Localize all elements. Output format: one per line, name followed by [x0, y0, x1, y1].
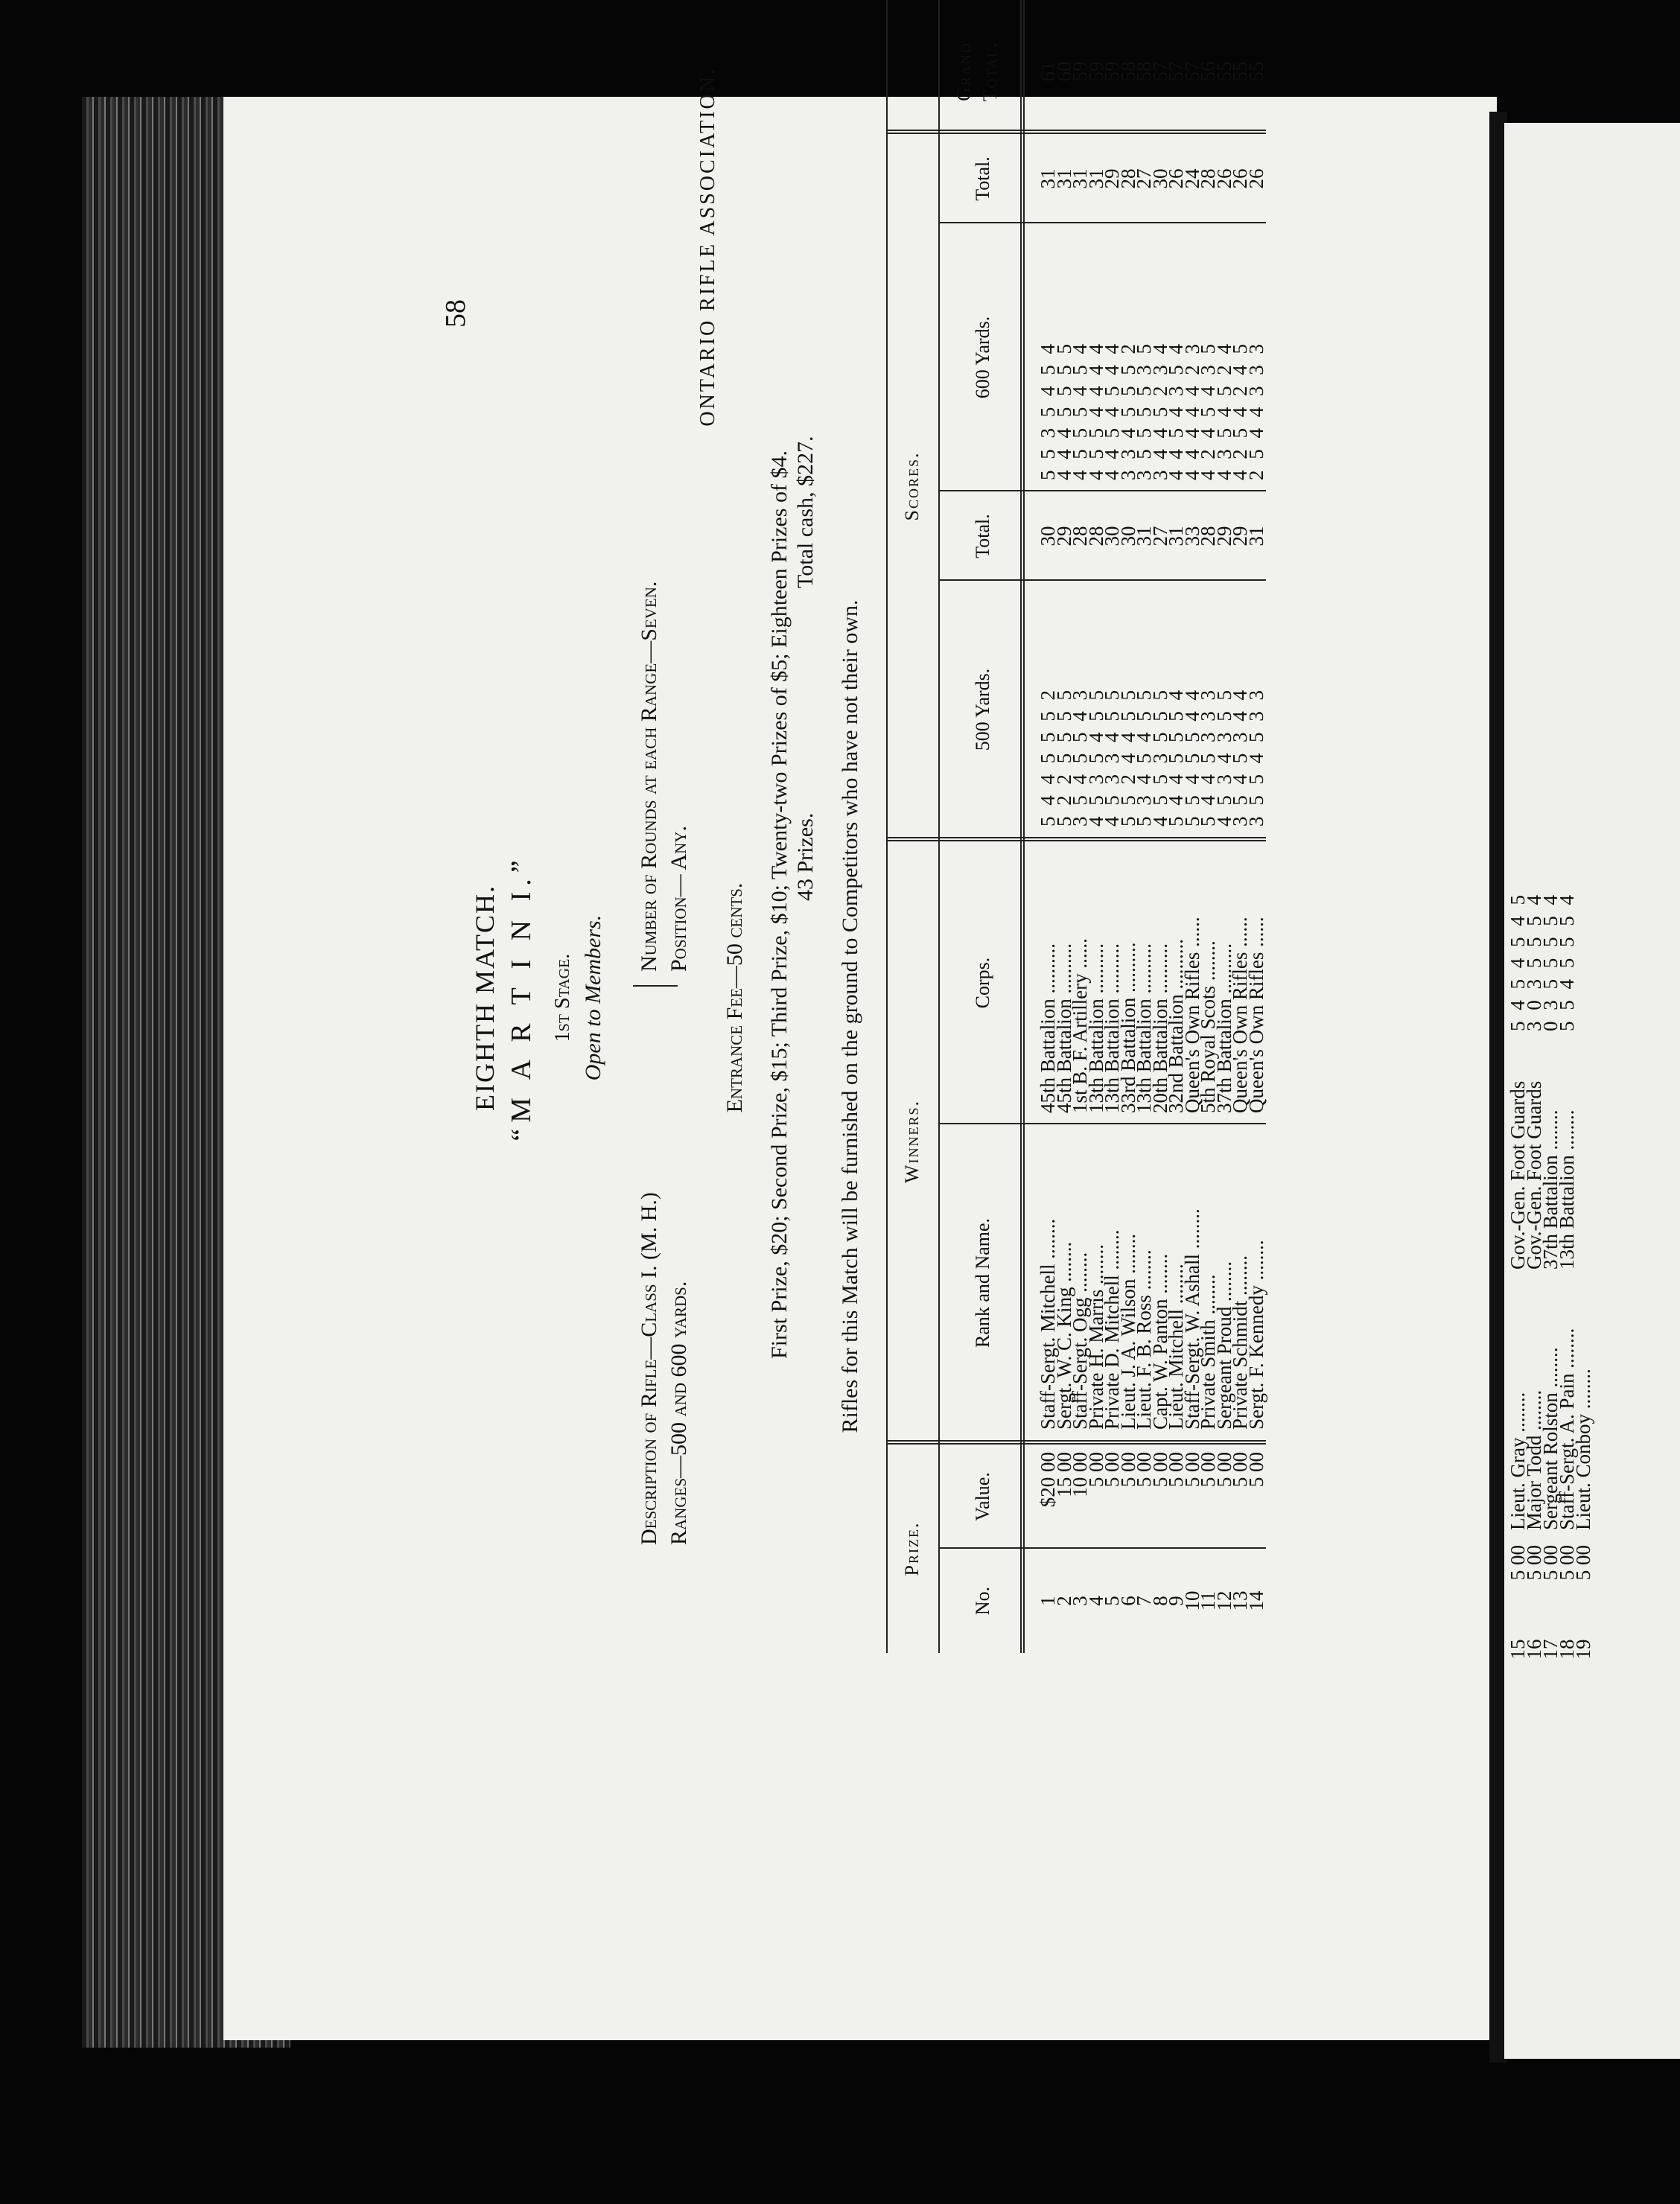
match-subtitle: “M A R T I N I.”: [506, 854, 537, 1141]
cell-grand: 57: [1180, 61, 1203, 82]
cell-t500: 31: [1133, 526, 1155, 547]
cell-value: 5 00: [1165, 1452, 1187, 1488]
cell-no: 5: [1101, 1596, 1123, 1606]
position-text: Position— Any.: [666, 825, 691, 972]
cell-corps: 13th Battalion ..........: [1101, 943, 1123, 1113]
cell-name: Lieut. F. B. Ross ........: [1133, 1249, 1155, 1430]
cell-s500: 4 5 3 5 4 5 5: [1084, 687, 1107, 827]
cell-s600: 4 4 4 4 4 2 3: [1180, 341, 1203, 480]
cell-no: 9: [1165, 1596, 1187, 1606]
cell-corps: 13th Battalion ..........: [1133, 943, 1155, 1113]
cell-corps: 45th Battalion ..........: [1037, 943, 1059, 1113]
cell-name: Sergt. F. Kennedy ........: [1244, 1240, 1267, 1430]
cell-name: Lieut. Gray ........: [1506, 1392, 1529, 1530]
cell-s500: 5 4 4 5 3 3 3: [1197, 687, 1219, 827]
cell-s600: 4 2 5 4 2 4 5: [1229, 341, 1251, 480]
cell-grand: 59: [1084, 61, 1107, 82]
cell-grand: 55: [1212, 61, 1235, 82]
cell-name: Private Schmidt ........: [1229, 1255, 1251, 1430]
cell-grand: 55: [1229, 61, 1251, 82]
rifles-note: Rifles for this Match will be furnished on the ground to Competitors who have not their own.: [838, 599, 862, 1433]
book-page-59-partial: [1504, 123, 1680, 2059]
cell-corps: Gov.-Gen. Foot Guards: [1506, 1080, 1529, 1270]
cell-t600: 26: [1212, 168, 1235, 189]
cell-s500: 4 5 3 4 3 5 5: [1212, 687, 1235, 827]
cell-grand: 58: [1116, 61, 1139, 82]
cell-corps: 32nd Battalion ..........: [1165, 939, 1187, 1113]
cell-s600: 5 5 3 5 4 5 4: [1037, 341, 1059, 480]
cell-no: 10: [1180, 1590, 1203, 1611]
cell-corps: 45th Battalion ..........: [1052, 943, 1075, 1113]
cell-t600: 31: [1069, 168, 1091, 189]
rounds-text: Number of Rounds at each Range—Seven.: [637, 581, 661, 972]
cell-t600: 26: [1165, 168, 1187, 189]
cell-s500: 4 5 5 3 5 5 5: [1148, 687, 1171, 827]
prizes-count: 43 Prizes.: [793, 812, 818, 901]
cell-t600: 24: [1180, 168, 1203, 189]
cell-s500: 5 4 5 4 5 4 5: [1506, 892, 1529, 1031]
cell-corps: 1st B. F. Artillery ......: [1069, 938, 1091, 1113]
cell-s600: 3 4 4 5 2 3 4: [1148, 341, 1171, 480]
cell-grand: 57: [1148, 61, 1171, 82]
cell-s500: 3 5 5 4 5 3 3: [1244, 687, 1267, 827]
cell-corps: 20th Battalion ..........: [1148, 943, 1171, 1113]
cell-s500: 5 3 4 5 4 5 5: [1133, 687, 1155, 827]
cell-t600: 30: [1148, 168, 1171, 189]
cell-s600: 4 4 5 4 5 4 4: [1101, 341, 1123, 480]
cell-no: 1: [1037, 1596, 1059, 1606]
cell-no: 4: [1084, 1596, 1107, 1606]
cell-no: 3: [1069, 1596, 1091, 1606]
cell-s600: 3 3 4 5 5 5 2: [1116, 341, 1139, 480]
yards-600-header: 600 Yards.: [972, 316, 993, 399]
cell-value: 5 00: [1506, 1545, 1529, 1581]
cell-t500: 30: [1116, 526, 1139, 547]
cell-s500: 3 0 3 5 5 5 4: [1523, 892, 1545, 1031]
table-top-rule: [886, 0, 888, 1653]
cell-name: Staff-Sergt. Mitchell ........: [1037, 1218, 1059, 1430]
cell-s500: 3 5 4 5 5 4 3: [1069, 687, 1091, 827]
cell-no: 14: [1244, 1590, 1267, 1611]
rotated-page-content: [305, 0, 1482, 1668]
winners-header: Winners.: [901, 1099, 923, 1184]
cell-name: Sergt. W. C. King ........: [1052, 1241, 1075, 1430]
cell-value: 5 00: [1556, 1545, 1578, 1581]
table-row: [1574, 629, 1592, 1672]
cell-grand: 55: [1244, 61, 1267, 82]
cell-t500: 31: [1244, 526, 1267, 547]
cell-no: 17: [1539, 1639, 1562, 1660]
desc-divider: [633, 985, 678, 987]
cell-name: Sergeant Proud ........: [1212, 1261, 1235, 1430]
scores-header: Scores.: [901, 451, 923, 521]
cell-s600: 4 4 5 4 3 5 4: [1165, 341, 1187, 480]
cell-value: 5 00: [1133, 1452, 1155, 1488]
cell-corps: Queen's Own Rifles ......: [1229, 917, 1251, 1113]
cell-value: 5 00: [1084, 1452, 1107, 1488]
cell-grand: 58: [1133, 61, 1155, 82]
cell-name: Staff-Sergt. A. Pain ........: [1556, 1328, 1578, 1530]
table-header-rule-3: [1023, 0, 1025, 1653]
grand-total-header-line1: Grand: [953, 42, 975, 101]
cell-name: Capt. W. Panton ........: [1148, 1253, 1171, 1430]
cell-value: 5 00: [1229, 1452, 1251, 1488]
cell-value: 5 00: [1197, 1452, 1219, 1488]
ranges-text: Ranges—500 and 600 yards.: [666, 1281, 691, 1545]
cell-t500: 28: [1084, 526, 1107, 547]
cell-s600: 4 2 4 5 4 3 5: [1197, 341, 1219, 480]
cell-no: 12: [1212, 1590, 1235, 1611]
match-title: EIGHTH MATCH.: [470, 885, 500, 1111]
total-cash: Total cash, $227.: [793, 436, 818, 588]
cell-no: 6: [1116, 1596, 1139, 1606]
cell-corps: Queen's Own Rifles ......: [1244, 917, 1267, 1113]
open-to-label: Open to Members.: [581, 914, 605, 1081]
cell-name: Lieut. Mitchell ........: [1165, 1264, 1187, 1430]
cell-t600: 26: [1244, 168, 1267, 189]
rotated-partial-content: [1504, 629, 1680, 1672]
cell-t600: 26: [1229, 168, 1251, 189]
cell-no: 16: [1523, 1639, 1545, 1660]
cell-grand: 57: [1165, 61, 1187, 82]
cell-value: 5 00: [1101, 1452, 1123, 1488]
cell-grand: 60: [1052, 61, 1075, 82]
cell-corps: Queen's Own Rifles ......: [1180, 917, 1203, 1113]
cell-s500: 5 5 4 5 5 5 4: [1556, 892, 1578, 1031]
cell-t500: 30: [1101, 526, 1123, 547]
cell-value: 10 00: [1069, 1452, 1091, 1497]
running-head: ONTARIO RIFLE ASSOCIATION.: [696, 67, 719, 427]
cell-value: 5 00: [1244, 1452, 1267, 1488]
grand-total-header-line2: Total.: [979, 41, 1001, 102]
cell-name: Staff-Sergt. Ogg ........: [1069, 1252, 1091, 1430]
cell-t500: 29: [1229, 526, 1251, 547]
cell-no: 18: [1556, 1639, 1578, 1660]
cell-t500: 29: [1212, 526, 1235, 547]
cell-t600: 31: [1037, 168, 1059, 189]
cell-s500: 4 5 3 3 4 5 5: [1101, 687, 1123, 827]
cell-s500: 5 5 2 4 4 5 5: [1116, 687, 1139, 827]
cell-s500: 5 2 2 5 5 5 5: [1052, 687, 1075, 827]
cell-no: 8: [1148, 1596, 1171, 1606]
cell-name: Staff-Sergt. W. Ashall ........: [1180, 1208, 1203, 1430]
table-header-rule-2: [1020, 0, 1022, 1653]
cell-name: Private D. Mitchell ........: [1101, 1229, 1123, 1430]
cell-s500: 0 3 5 5 5 5 4: [1539, 892, 1562, 1031]
cell-corps: Gov.-Gen. Foot Guards: [1523, 1080, 1545, 1270]
cell-no: 15: [1506, 1639, 1529, 1660]
cell-t600: 27: [1133, 168, 1155, 189]
cell-grand: 59: [1101, 61, 1123, 82]
cell-value: 5 00: [1523, 1545, 1545, 1581]
cell-name: Private H. Marris ........: [1084, 1244, 1107, 1430]
table-row: [1244, 0, 1267, 1668]
cell-corps: 13th Battalion ..........: [1084, 943, 1107, 1113]
yards-500-header: 500 Yards.: [972, 668, 993, 751]
cell-no: 11: [1197, 1591, 1219, 1611]
cell-t600: 31: [1052, 168, 1075, 189]
cell-grand: 61: [1037, 61, 1059, 82]
cell-s600: 4 4 4 5 5 5 5: [1052, 341, 1075, 480]
cell-name: Private Smith ........: [1197, 1274, 1219, 1430]
cell-t600: 31: [1084, 168, 1107, 189]
cell-t500: 28: [1197, 526, 1219, 547]
cell-t600: 29: [1101, 168, 1123, 189]
no-header: No.: [972, 1586, 993, 1616]
entrance-fee: Entrance Fee—50 cents.: [722, 882, 747, 1113]
total-600-header: Total.: [972, 156, 993, 201]
cell-corps: 37th Battalion ..........: [1212, 943, 1235, 1113]
cell-value: 5 00: [1116, 1452, 1139, 1488]
cell-value: 15 00: [1052, 1452, 1075, 1497]
cell-no: 19: [1572, 1639, 1594, 1660]
cell-corps: 33rd Battalion ..........: [1116, 942, 1139, 1113]
cell-s500: 5 4 4 5 5 5 4: [1165, 687, 1187, 827]
cell-no: 13: [1229, 1590, 1251, 1611]
cell-s600: 4 5 5 4 4 4 4: [1084, 341, 1107, 480]
cell-corps: 37th Battalion ........: [1539, 1109, 1562, 1270]
cell-value: 5 00: [1572, 1545, 1594, 1581]
cell-t600: 28: [1197, 168, 1219, 189]
stage-label: 1st Stage.: [551, 953, 574, 1042]
cell-value: 5 00: [1148, 1452, 1171, 1488]
cell-name: Lieut. Conboy ........: [1572, 1369, 1594, 1530]
cell-s500: 3 5 4 5 3 4 4: [1229, 687, 1251, 827]
rifle-description: Description of Rifle—Class I. (M. H.): [637, 1192, 661, 1545]
cell-t500: 28: [1069, 526, 1091, 547]
total-500-header: Total.: [972, 514, 993, 558]
cell-value: $20 00: [1037, 1452, 1059, 1508]
cell-no: 2: [1052, 1596, 1075, 1606]
rank-name-header: Rank and Name.: [972, 1218, 993, 1348]
cell-corps: 13th Battalion ........: [1556, 1109, 1578, 1270]
scores-rule: [938, 131, 940, 838]
cell-grand: 56: [1197, 61, 1219, 82]
value-header: Value.: [972, 1472, 993, 1521]
cell-name: Major Todd ........: [1523, 1389, 1545, 1530]
cell-name: Lieut. J. A. Wilson ........: [1116, 1233, 1139, 1430]
cell-s600: 3 5 5 5 5 3 5: [1133, 341, 1155, 480]
cell-grand: 59: [1069, 61, 1091, 82]
page-number: 58: [440, 299, 471, 328]
cell-no: 7: [1133, 1596, 1155, 1606]
prize-header: Prize.: [901, 1521, 923, 1576]
cell-s600: 2 5 4 4 3 3 3: [1244, 341, 1267, 480]
cell-t500: 29: [1052, 526, 1075, 547]
cell-t500: 27: [1148, 526, 1171, 547]
cell-s500: 5 4 4 5 5 5 2: [1037, 687, 1059, 827]
prizes-line: First Prize, $20; Second Prize, $15; Third Prize, $10; Twenty-two Prizes of $5; Eighteen Prizes of $4.: [767, 450, 792, 1359]
cell-t600: 28: [1116, 168, 1139, 189]
cell-value: 5 00: [1539, 1545, 1562, 1581]
cell-t500: 33: [1180, 526, 1203, 547]
cell-s600: 4 3 5 4 5 2 4: [1212, 341, 1235, 480]
cell-s500: 5 5 4 5 5 4 4: [1180, 687, 1203, 827]
cell-t500: 30: [1037, 526, 1059, 547]
cell-t500: 31: [1165, 526, 1187, 547]
cell-value: 5 00: [1180, 1452, 1203, 1488]
cell-corps: 5th Royal Scots ........: [1197, 940, 1219, 1113]
cell-value: 5 00: [1212, 1452, 1235, 1488]
corps-header: Corps.: [972, 957, 993, 1009]
cell-s600: 4 5 5 5 4 5 4: [1069, 341, 1091, 480]
cell-name: Sergeant Rolston ........: [1539, 1347, 1562, 1530]
